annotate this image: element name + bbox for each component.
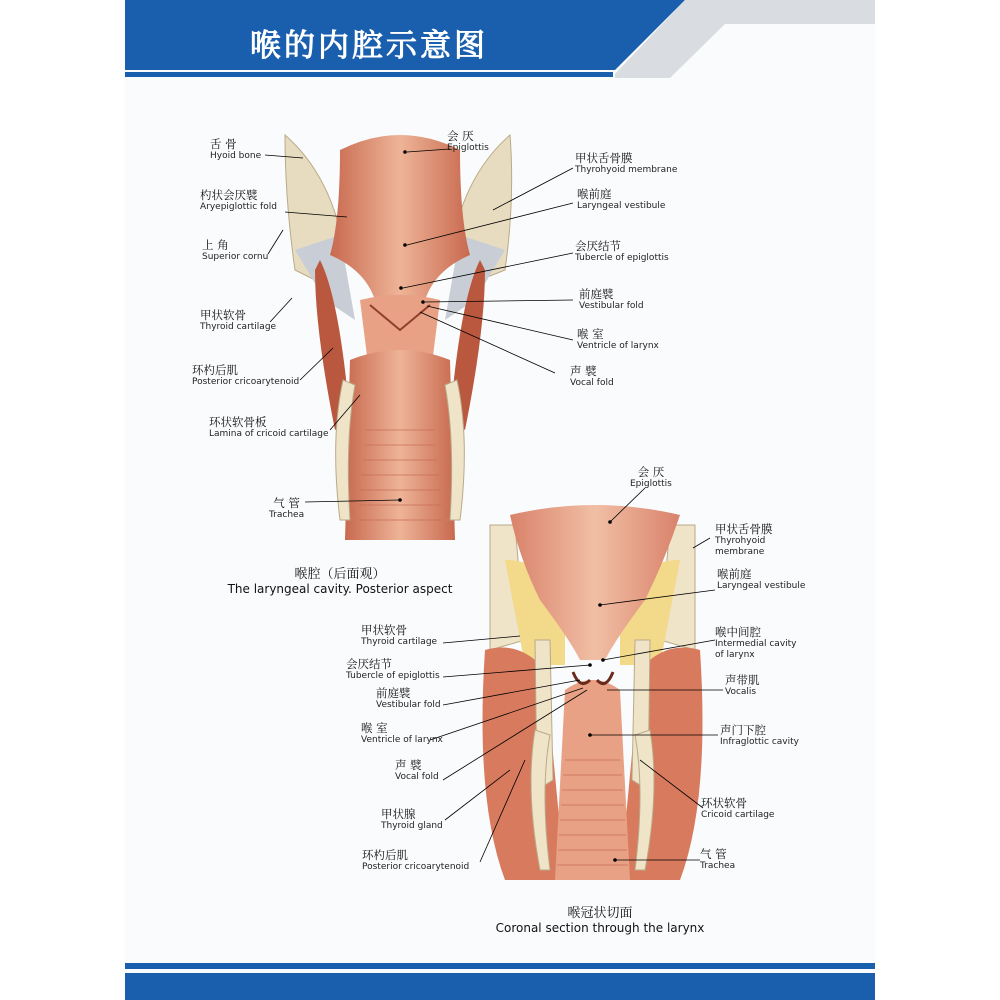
label-thyroid-cartilage: 甲状软骨 Thyroid cartilage xyxy=(200,308,277,333)
label-coronal-tubercle: 会厌结节 Tubercle of epiglottis xyxy=(346,657,440,682)
label-coronal-vocal-fold: 声 襞 Vocal fold xyxy=(395,758,439,783)
label-coronal-epiglottis: 会 厌 Epiglottis xyxy=(630,465,672,490)
label-thyroid-gland: 甲状腺 Thyroid gland xyxy=(381,807,443,832)
label-coronal-vestibule: 喉前庭 Laryngeal vestibule xyxy=(717,567,806,592)
label-coronal-cricoarytenoid: 环杓后肌 Posterior cricoarytenoid xyxy=(362,848,470,873)
label-posterior-cricoarytenoid: 环杓后肌 Posterior cricoarytenoid xyxy=(192,363,300,388)
label-cricoid-cartilage: 环状软骨 Cricoid cartilage xyxy=(701,796,775,821)
coronal-larynx-drawing xyxy=(483,505,703,880)
poster xyxy=(125,0,875,1000)
caption-coronal: 喉冠状切面 Coronal section through the larynx xyxy=(495,906,705,935)
label-tubercle-epiglottis: 会厌结节 Tubercle of epiglottis xyxy=(575,239,669,264)
label-vocal-fold: 声 襞 Vocal fold xyxy=(570,364,614,389)
label-vocalis: 声带肌 Vocalis xyxy=(725,673,760,698)
label-epiglottis: 会 厌 Epiglottis xyxy=(447,129,489,154)
label-coronal-trachea: 气 管 Trachea xyxy=(700,847,736,872)
label-laryngeal-vestibule: 喉前庭 Laryngeal vestibule xyxy=(577,187,666,212)
label-coronal-vestibular-fold: 前庭襞 Vestibular fold xyxy=(376,686,441,711)
label-thyrohyoid-membrane: 甲状舌骨膜 Thyrohyoid membrane xyxy=(575,151,678,176)
label-coronal-ventricle: 喉 室 Ventricle of larynx xyxy=(361,721,443,746)
label-coronal-thyrohyoid: 甲状舌骨膜 Thyrohyoid membrane xyxy=(715,522,773,557)
label-vestibular-fold: 前庭襞 Vestibular fold xyxy=(579,287,644,312)
label-superior-cornu: 上 角 Superior cornu xyxy=(202,238,269,263)
label-coronal-thyroid-cartilage: 甲状软骨 Thyroid cartilage xyxy=(361,623,438,648)
label-intermedial-cavity: 喉中间腔 Intermedial cavity of larynx xyxy=(715,625,797,660)
posterior-larynx-drawing xyxy=(285,135,512,540)
label-trachea: 气 管 Trachea xyxy=(269,496,305,521)
page-title: 喉的内腔示意图 xyxy=(250,28,488,64)
label-aryepiglottic-fold: 杓状会厌襞 Aryepiglottic fold xyxy=(200,188,277,213)
label-hyoid-bone: 舌 骨 Hyoid bone xyxy=(210,137,262,162)
footer-bar xyxy=(125,963,875,1000)
caption-posterior: 喉腔（后面观） The laryngeal cavity. Posterior aspect xyxy=(227,567,453,596)
label-lamina-cricoid: 环状软骨板 Lamina of cricoid cartilage xyxy=(209,415,329,440)
label-ventricle-larynx: 喉 室 Ventricle of larynx xyxy=(577,327,659,352)
label-infraglottic-cavity: 声门下腔 Infraglottic cavity xyxy=(720,723,799,748)
